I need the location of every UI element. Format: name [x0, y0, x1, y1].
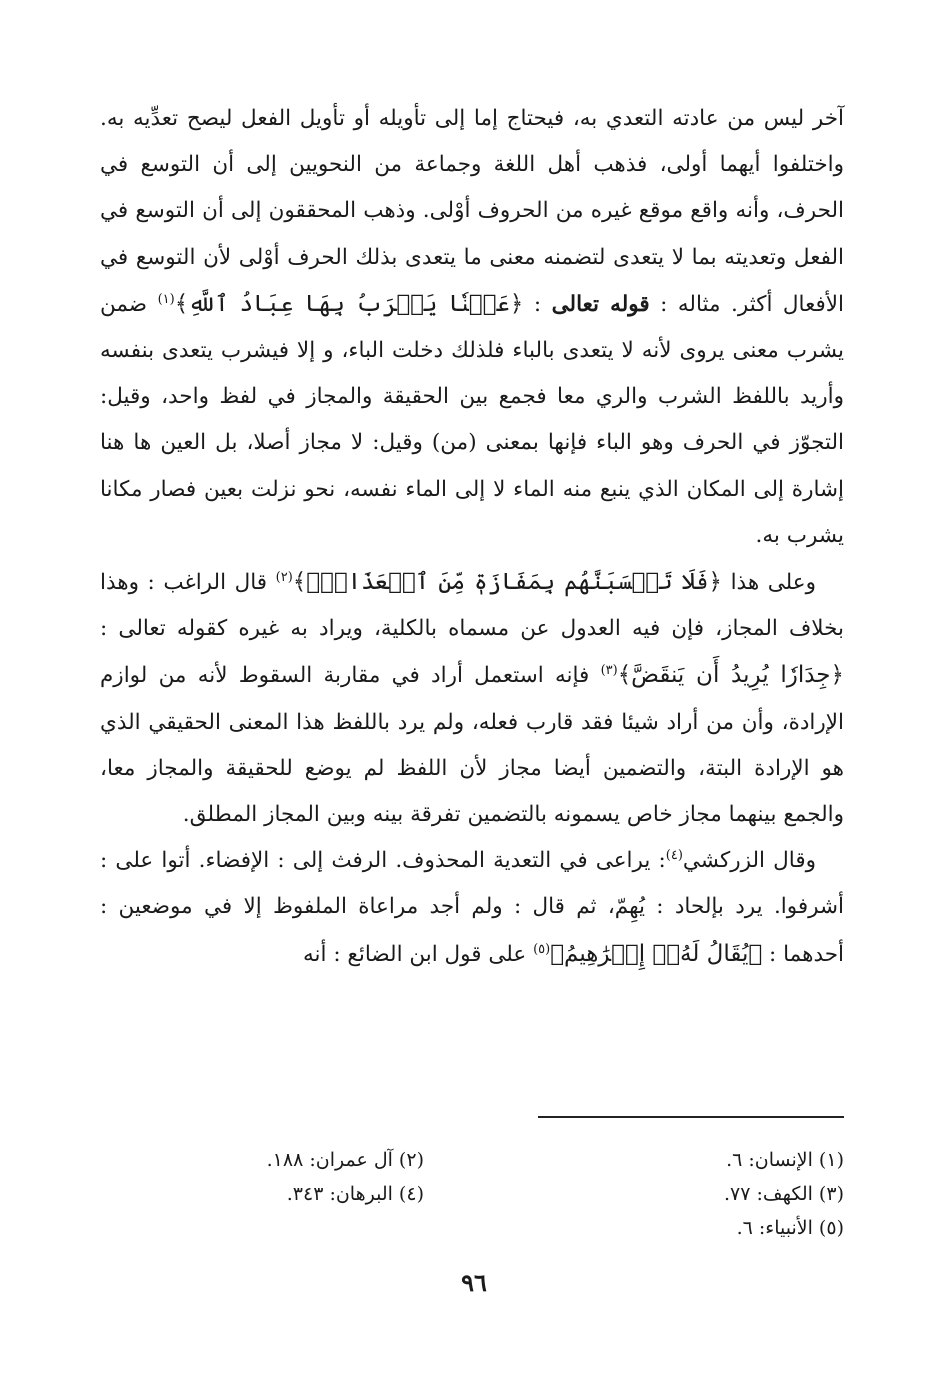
footnote-marker: (٤): [665, 848, 683, 864]
text-run: آخر ليس من عادته التعدي به، فيحتاج إما إلى تأويله أو تأويل الفعل ليصح تعدِّيه به. واختلفوا أيهما أولى، فذهب أهل اللغة وجماعة من النحويين إلى أن التوسع في الحرف، وأنه واقع موقع غيره من الحروف أوْلى. وذهب المحققون إلى أن التوسع في الفعل وتعديته بما لا يتعدى لتضمنه معنى ما يتعدى بذلك الحرف أوْلى لأن التوسع في الأفعال أكثر. مثاله :: [100, 106, 844, 317]
text-run: قال الراغب : وهذا بخلاف المجاز، فإن فيه العدول عن مسماه بالكلية، ويراد به غيره كقوله تعالى :: [100, 570, 844, 642]
text-run: فإنه استعمل أراد في مقاربة السقوط لأنه من لوازم الإرادة، وأن من أراد شيئا فقد قارب فعله، ولم يرد باللفظ هذا المعنى الحقيقي الذي هو الإرادة البتة، والتضمين أيضا مجاز لأن اللفظ لم يوضع للحقيقة والمجاز معا، والجمع بينهما مجاز خاص يسمونه بالتضمين تفرقة بينه وبين المجاز المطلق.: [100, 663, 844, 828]
page-number: ٩٦: [461, 1268, 487, 1297]
quran-verse: ﴿جِدَارٗا يُرِيدُ أَن يَنقَضَّ﴾: [617, 662, 844, 689]
footnote-5: (٥) الأنبياء: ٦.: [736, 1217, 844, 1239]
text-run: على قول ابن الضائع : أنه: [303, 941, 534, 967]
text-run: وعلى هذا: [722, 570, 816, 596]
footnote-2: (٢) آل عمران: ١٨٨.: [266, 1149, 424, 1171]
footnote-marker: (٣): [600, 663, 618, 679]
footnote-row: [100, 1143, 844, 1177]
main-text: [100, 96, 844, 978]
footnotes: [100, 1143, 844, 1245]
footnote-4: (٤) البرهان: ٣٤٣.: [286, 1183, 424, 1205]
text-run: وقال الزركشي: [682, 848, 816, 874]
footnote-row: [100, 1211, 844, 1245]
footnote-marker: (٥): [533, 941, 551, 957]
paragraph-1: [100, 96, 844, 559]
footnote-marker: (١): [157, 291, 175, 307]
paragraph-3: [100, 838, 844, 978]
quran-verse: ﴿عَيۡنٗا يَشۡرَبُ بِهَا عِبَادُ ٱللَّهِ﴾: [174, 290, 524, 317]
paragraph-2: [100, 559, 844, 838]
footnote-separator: [538, 1116, 844, 1118]
footnote-3: (٣) الكهف: ٧٧.: [724, 1183, 844, 1205]
bold-phrase: قوله تعالى: [551, 291, 650, 317]
footnote-marker: (٢): [275, 569, 293, 585]
footnote-1: (١) الإنسان: ٦.: [726, 1149, 844, 1171]
footnote-row: [100, 1177, 844, 1211]
text-run: : يراعى في التعدية المحذوف. الرفث إلى : الإفضاء. أتوا على : أشرفوا. يرد بإلحاد : يُهِمّ، ثم قال : ولم أجد مراعاة الملفوظ إلا في موضعين : أحدهما :: [100, 848, 844, 967]
quran-verse: ﴿يُقَالُ لَهُۥٓ إِبۡرَٰهِيمُ﴾: [550, 940, 763, 967]
text-run: ضمن يشرب معنى يروى لأنه لا يتعدى بالباء فلذلك دخلت الباء، و إلا فيشرب يتعدى بنفسه وأريد باللفظ الشرب والري معا فجمع بين الحقيقة والمجاز في لفظ واحد، وقيل: التجوّز في الحرف وهو الباء فإنها بمعنى (من) وقيل: لا مجاز أصلا، بل العين ها هنا إشارة إلى المكان الذي ينبع منه الماء لا إلى الماء نفسه، نحو نزلت بعين فصار مكانا يشرب به.: [100, 291, 844, 548]
text-run: :: [523, 291, 552, 317]
quran-verse: ﴿فَلَا تَحۡسَبَنَّهُم بِمَفَازَةٖ مِّنَ ٱلۡعَذَابِۖ﴾: [292, 569, 723, 596]
